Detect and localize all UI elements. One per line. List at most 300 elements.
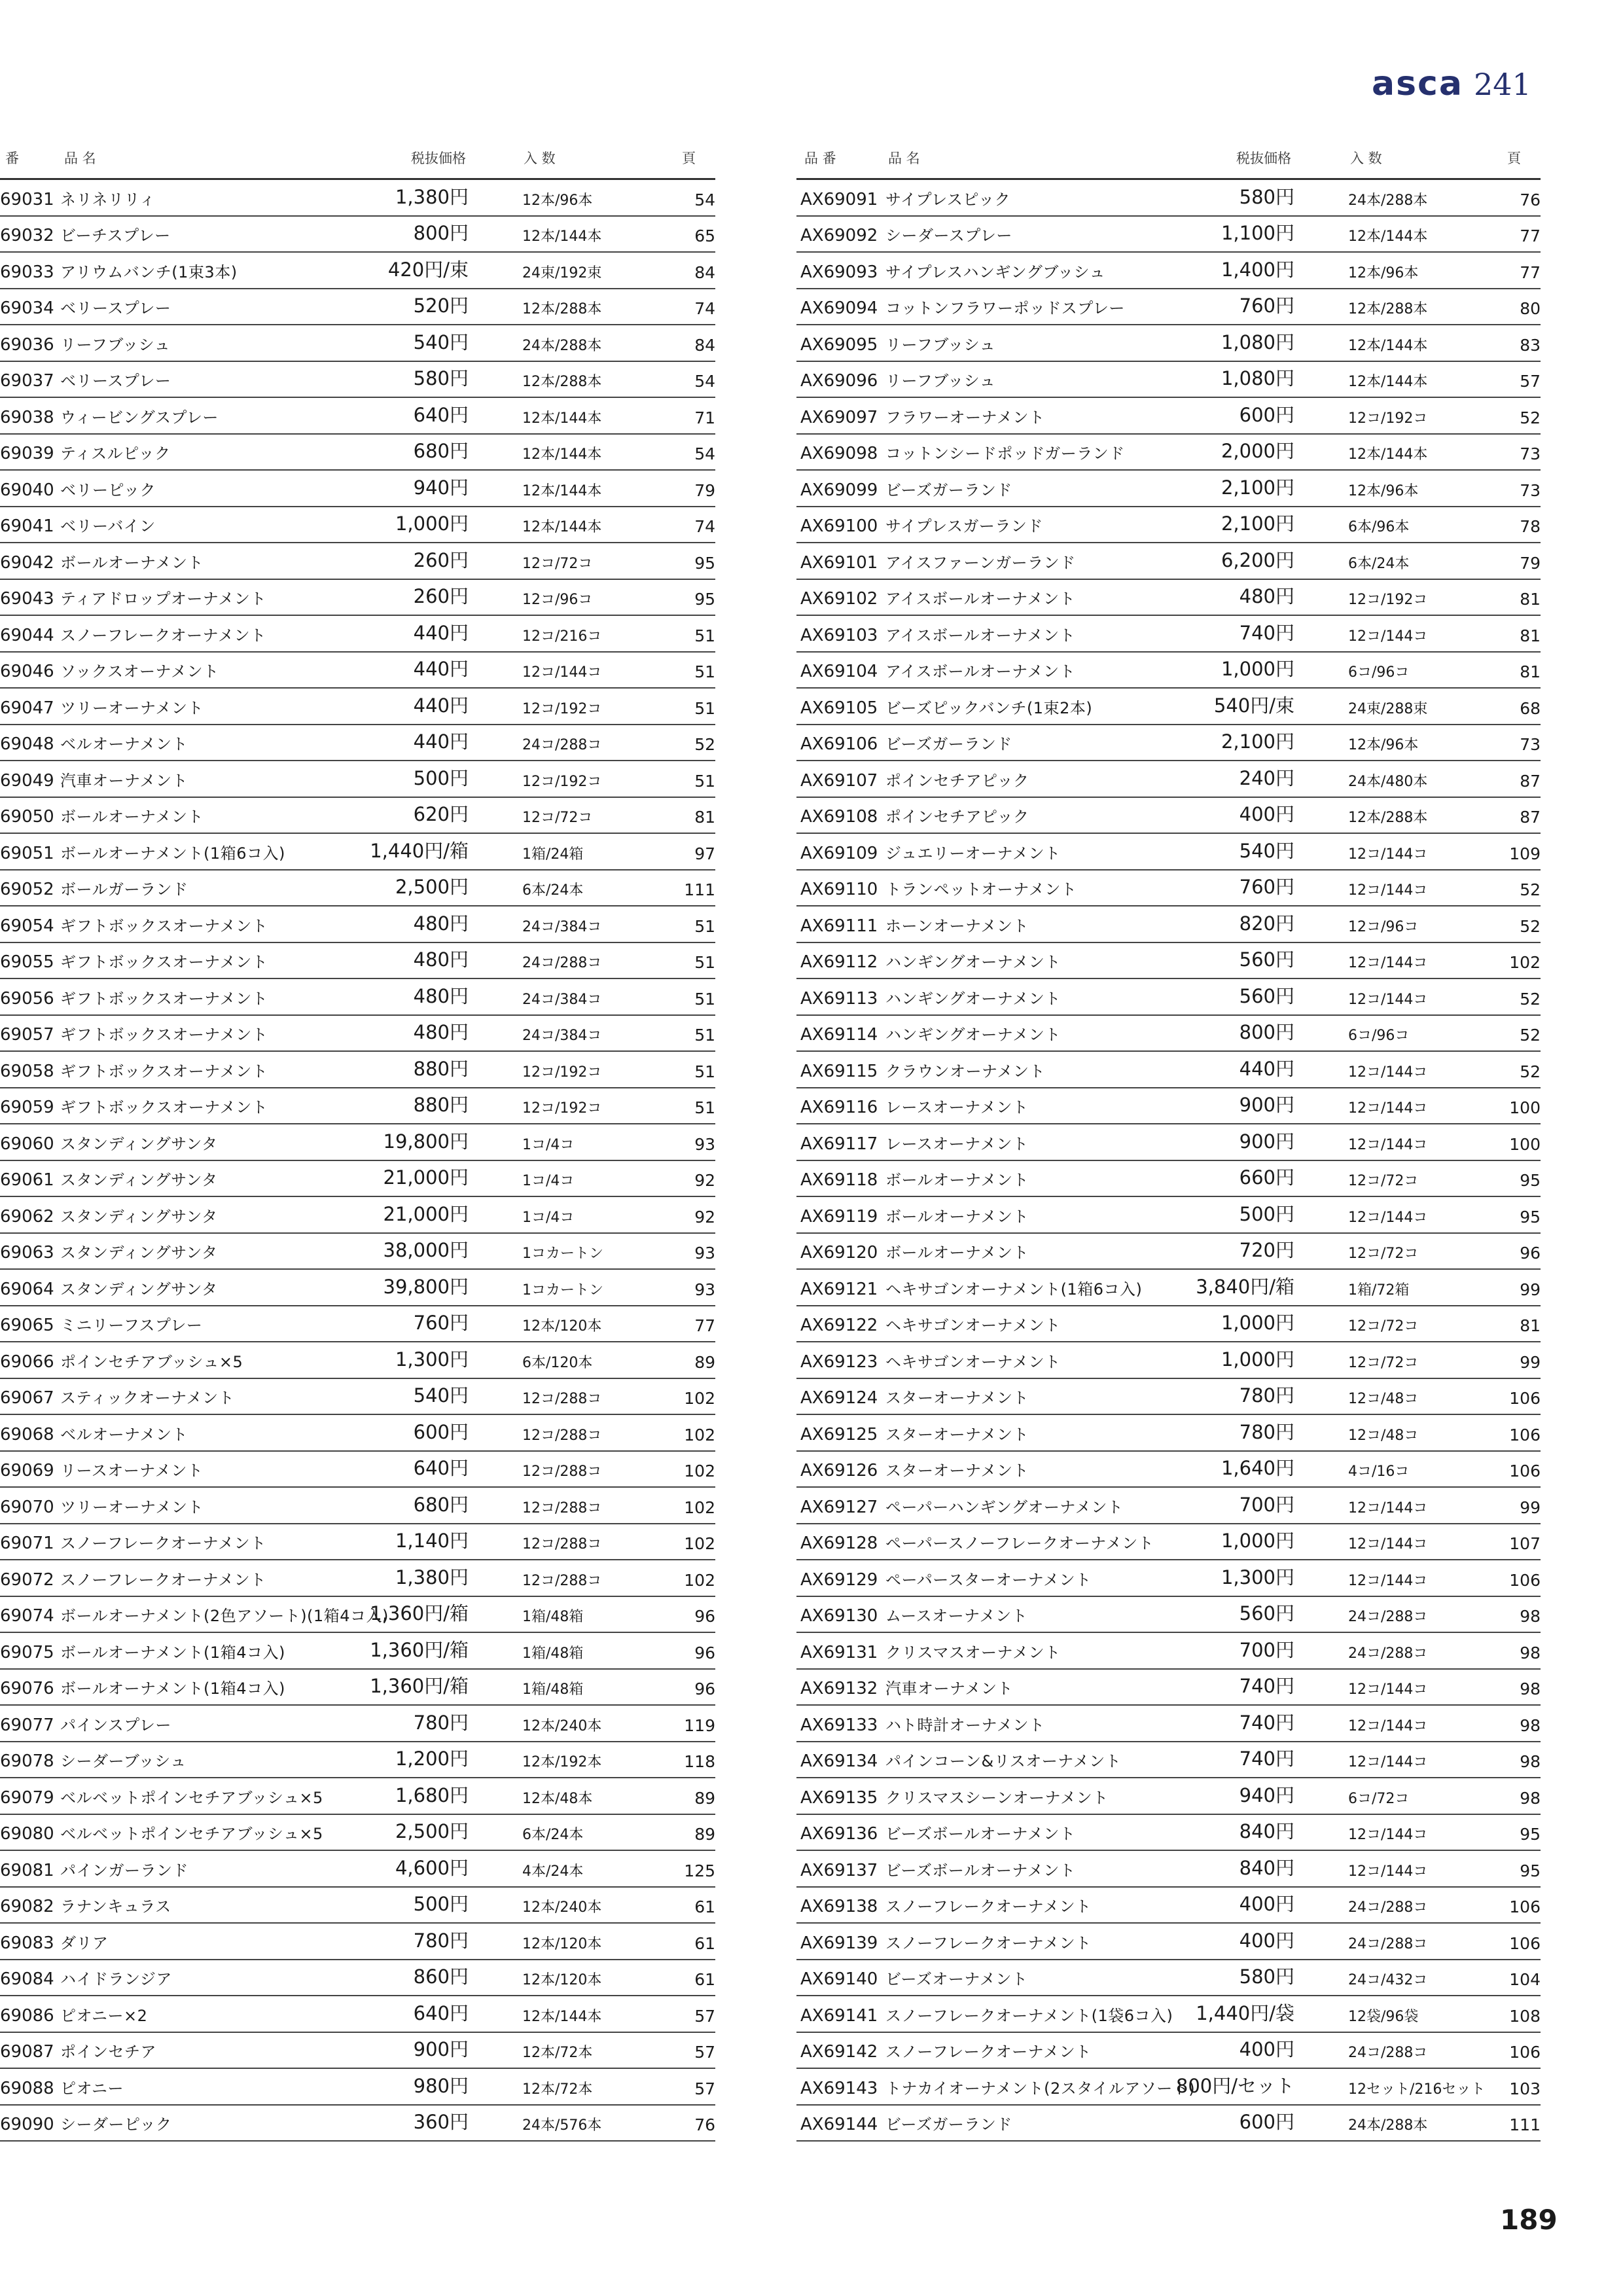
item-price: 1,000円 <box>1221 658 1294 680</box>
item-page: 80 <box>1520 299 1541 318</box>
item-name: スティックオーナメント <box>60 1389 235 1407</box>
item-name: スターオーナメント <box>885 1425 1029 1444</box>
item-code: AX69135 <box>800 1787 878 1808</box>
item-page: 74 <box>694 299 715 318</box>
table-row <box>0 507 715 544</box>
item-quantity: 12コ/144コ <box>1348 1572 1428 1589</box>
item-quantity: 1箱/48箱 <box>522 1681 584 1698</box>
item-name: ボールオーナメント <box>60 808 204 826</box>
item-page: 76 <box>694 2115 715 2134</box>
item-quantity: 6本/24本 <box>1348 555 1410 572</box>
item-code: AX69126 <box>800 1461 878 1480</box>
table-row <box>0 798 715 834</box>
item-code: AX69121 <box>800 1279 878 1299</box>
item-code: 69088 <box>0 2078 54 2098</box>
item-price: 1,080円 <box>1221 331 1294 353</box>
item-name: ギフトボックスオーナメント <box>60 1026 268 1044</box>
item-quantity: 12本/120本 <box>522 1972 602 1988</box>
table-row <box>0 1778 715 1815</box>
item-page: 61 <box>694 1897 715 1916</box>
item-code: 69042 <box>0 552 54 573</box>
item-quantity: 12本/144本 <box>522 519 602 535</box>
item-quantity: 12コ/144コ <box>1348 1499 1428 1516</box>
table-row <box>796 1052 1541 1088</box>
table-row <box>0 1197 715 1234</box>
item-quantity: 12コ/144コ <box>1348 628 1428 645</box>
item-quantity: 12コ/192コ <box>522 700 602 717</box>
item-page: 125 <box>684 1861 715 1880</box>
item-name: ジュエリーオーナメント <box>885 844 1061 863</box>
item-quantity: 12本/72本 <box>522 2045 593 2061</box>
item-page: 102 <box>1509 953 1541 972</box>
item-quantity: 12コ/288コ <box>522 1427 602 1444</box>
item-code: 69076 <box>0 1679 54 1698</box>
item-price: 740円 <box>1239 1748 1294 1770</box>
item-price: 420円/束 <box>387 258 469 281</box>
item-name: ペーパースターオーナメント <box>885 1570 1092 1589</box>
item-page: 92 <box>694 1207 715 1227</box>
item-quantity: 12コ/192コ <box>522 1064 602 1081</box>
price-table-right <box>796 137 1541 2142</box>
item-price: 560円 <box>1239 1602 1294 1624</box>
item-quantity: 12本/120本 <box>522 1935 602 1952</box>
table-row <box>796 1124 1541 1161</box>
item-page: 52 <box>1520 989 1541 1009</box>
item-page: 102 <box>684 1534 715 1553</box>
item-price: 760円 <box>1239 295 1294 317</box>
item-quantity: 12コ/144コ <box>522 664 602 681</box>
item-name: ポインセチアピック <box>885 771 1029 790</box>
item-page: 54 <box>694 444 715 463</box>
item-quantity: 6本/120本 <box>522 1354 593 1371</box>
table-row <box>796 543 1541 580</box>
item-page: 51 <box>694 698 715 718</box>
table-row <box>0 870 715 907</box>
item-page: 108 <box>1509 2006 1541 2026</box>
table-row <box>796 943 1541 980</box>
item-quantity: 24コ/432コ <box>1348 1972 1428 1988</box>
item-price: 480円 <box>1239 585 1294 607</box>
item-quantity: 24コ/288コ <box>1348 1609 1428 1625</box>
item-page: 77 <box>694 1316 715 1335</box>
table-row <box>0 834 715 870</box>
item-code: AX69127 <box>800 1497 878 1517</box>
item-name: スタンディングサンタ <box>60 1244 218 1262</box>
table-row <box>796 870 1541 907</box>
table-row <box>796 1742 1541 1779</box>
item-page: 106 <box>1509 1425 1541 1444</box>
item-price: 1,300円 <box>395 1348 469 1371</box>
item-code: AX69114 <box>800 1025 878 1045</box>
item-price: 1,680円 <box>395 1784 469 1806</box>
table-row <box>0 761 715 798</box>
item-page: 98 <box>1520 1679 1541 1698</box>
header-code: 番 <box>5 151 19 166</box>
item-name: ハンギングオーナメント <box>885 1026 1061 1044</box>
item-quantity: 6本/24本 <box>522 882 584 899</box>
item-price: 480円 <box>413 948 469 971</box>
item-name: ボールオーナメント <box>885 1207 1029 1226</box>
item-quantity: 12本/96本 <box>1348 482 1419 499</box>
item-code: 69059 <box>0 1098 54 1117</box>
item-page: 52 <box>1520 1062 1541 1081</box>
item-code: AX69092 <box>800 226 878 245</box>
item-name: クリスマスオーナメント <box>885 1643 1061 1662</box>
item-name: ティスルピック <box>60 444 171 463</box>
table-row <box>796 1778 1541 1815</box>
item-page: 87 <box>1520 808 1541 827</box>
item-price: 800円 <box>413 222 469 244</box>
table-row <box>796 1560 1541 1597</box>
item-code: 69048 <box>0 734 54 754</box>
item-code: AX69113 <box>800 988 878 1009</box>
item-name: ポインセチアピック <box>885 808 1029 826</box>
table-row <box>796 906 1541 943</box>
item-name: ボールオーナメント(2色アソート)(1箱4コ入) <box>60 1607 389 1625</box>
item-quantity: 1箱/72箱 <box>1348 1282 1410 1299</box>
item-name: ビーズボールオーナメント <box>885 1861 1076 1880</box>
item-page: 81 <box>1520 626 1541 645</box>
item-page: 84 <box>694 262 715 282</box>
table-row <box>0 616 715 653</box>
item-code: AX69136 <box>800 1824 878 1844</box>
table-row <box>0 653 715 689</box>
item-page: 51 <box>694 771 715 791</box>
item-quantity: 12コ/288コ <box>522 1499 602 1516</box>
item-price: 820円 <box>1239 912 1294 935</box>
item-price: 660円 <box>1239 1166 1294 1189</box>
item-page: 87 <box>1520 771 1541 791</box>
item-code: 69086 <box>0 2005 54 2026</box>
item-code: AX69122 <box>800 1316 878 1335</box>
item-code: 69031 <box>0 189 54 209</box>
table-row <box>796 1415 1541 1452</box>
item-price: 1,360円/箱 <box>370 1638 469 1661</box>
item-name: リーフブッシュ <box>885 335 996 354</box>
item-code: 69064 <box>0 1279 54 1299</box>
item-price: 1,000円 <box>1221 1348 1294 1371</box>
item-page: 89 <box>694 1352 715 1372</box>
item-name: サイプレスピック <box>885 190 1010 209</box>
item-price: 19,800円 <box>383 1130 469 1153</box>
table-row <box>796 616 1541 653</box>
item-name: フラワーオーナメント <box>885 408 1045 427</box>
item-code: AX69130 <box>800 1606 878 1626</box>
item-name: リースオーナメント <box>60 1462 204 1480</box>
item-page: 57 <box>694 2079 715 2098</box>
item-name: レースオーナメント <box>885 1098 1029 1117</box>
table-body <box>0 180 715 2142</box>
header-code: 品 番 <box>804 151 836 166</box>
item-name: ペーパースノーフレークオーナメント <box>885 1534 1154 1552</box>
table-row <box>0 1016 715 1052</box>
item-code: AX69138 <box>800 1897 878 1916</box>
item-code: 69066 <box>0 1352 54 1372</box>
item-quantity: 1コ/4コ <box>522 1136 575 1153</box>
item-page: 74 <box>694 517 715 536</box>
item-code: AX69134 <box>800 1751 878 1771</box>
table-row <box>0 725 715 762</box>
item-quantity: 24コ/288コ <box>1348 2045 1428 2061</box>
item-page: 93 <box>694 1280 715 1299</box>
item-price: 2,100円 <box>1221 512 1294 535</box>
table-row <box>796 1597 1541 1634</box>
item-name: スタンディングサンタ <box>60 1171 218 1189</box>
table-row <box>0 689 715 725</box>
header-name: 品 名 <box>888 151 920 166</box>
item-page: 104 <box>1509 1970 1541 1989</box>
item-price: 400円 <box>1239 1929 1294 1952</box>
item-price: 560円 <box>1239 948 1294 971</box>
item-page: 95 <box>1520 1825 1541 1844</box>
item-code: 69078 <box>0 1751 54 1771</box>
item-quantity: 12コ/144コ <box>1348 1863 1428 1880</box>
item-name: サイプレスガーランド <box>885 517 1043 535</box>
item-price: 2,500円 <box>395 876 469 898</box>
item-price: 3,840円/箱 <box>1196 1275 1294 1298</box>
item-name: ギフトボックスオーナメント <box>60 1062 268 1081</box>
item-price: 360円 <box>413 2111 469 2133</box>
item-quantity: 12コ/72コ <box>1348 1173 1419 1189</box>
table-row <box>796 289 1541 326</box>
table-row <box>0 2069 715 2106</box>
item-quantity: 24本/288本 <box>522 337 602 354</box>
item-name: スタンディングサンタ <box>60 1207 218 1226</box>
item-name: スタンディングサンタ <box>60 1134 218 1153</box>
item-page: 81 <box>1520 590 1541 609</box>
item-name: 汽車オーナメント <box>885 1679 1014 1698</box>
table-row <box>0 471 715 507</box>
table-row <box>0 1488 715 1524</box>
item-page: 102 <box>684 1389 715 1408</box>
item-code: 69075 <box>0 1642 54 1662</box>
item-code: 69068 <box>0 1424 54 1444</box>
table-row <box>0 1124 715 1161</box>
item-page: 51 <box>694 662 715 681</box>
item-page: 65 <box>694 226 715 245</box>
table-row <box>796 1088 1541 1125</box>
item-quantity: 12コ/144コ <box>1348 882 1428 899</box>
item-quantity: 1箱/48箱 <box>522 1645 584 1662</box>
item-code: 69083 <box>0 1933 54 1953</box>
item-name: アリウムバンチ(1束3本) <box>60 262 238 281</box>
item-code: 69038 <box>0 407 54 427</box>
item-price: 500円 <box>1239 1202 1294 1225</box>
table-row <box>796 362 1541 399</box>
item-name: アイスボールオーナメント <box>885 626 1076 645</box>
item-page: 52 <box>1520 880 1541 899</box>
item-code: 69040 <box>0 480 54 500</box>
item-code: 69052 <box>0 880 54 899</box>
item-price: 440円 <box>413 658 469 680</box>
item-name: シーダースプレー <box>885 226 1012 245</box>
item-code: AX69093 <box>800 262 878 282</box>
table-row <box>796 1452 1541 1488</box>
item-price: 1,440円/袋 <box>1196 2001 1294 2024</box>
item-page: 100 <box>1509 1134 1541 1154</box>
item-quantity: 12コ/144コ <box>1348 1064 1428 1081</box>
table-row <box>796 2033 1541 2070</box>
table-row <box>0 1088 715 1125</box>
item-code: 69065 <box>0 1316 54 1335</box>
table-row <box>796 180 1541 217</box>
item-price: 1,200円 <box>395 1748 469 1770</box>
item-name: ダリア <box>60 1933 109 1952</box>
item-page: 92 <box>694 1171 715 1190</box>
item-code: AX69098 <box>800 444 878 463</box>
item-page: 73 <box>1520 480 1541 500</box>
item-price: 500円 <box>413 1893 469 1915</box>
header-qty: 入 数 <box>524 151 556 166</box>
item-quantity: 12コ/144コ <box>1348 1681 1428 1698</box>
item-quantity: 6コ/72コ <box>1348 1790 1410 1807</box>
item-price: 900円 <box>413 2038 469 2060</box>
item-code: AX69107 <box>800 770 878 791</box>
item-name: ポインセチアブッシュ×5 <box>60 1352 243 1371</box>
item-price: 560円 <box>1239 984 1294 1007</box>
item-page: 93 <box>694 1134 715 1154</box>
item-name: ベリースプレー <box>60 299 171 317</box>
item-page: 99 <box>1520 1352 1541 1372</box>
item-name: スターオーナメント <box>885 1389 1029 1407</box>
table-row <box>796 471 1541 507</box>
table-row <box>796 1524 1541 1561</box>
item-name: ソックスオーナメント <box>60 662 219 681</box>
table-row <box>796 253 1541 289</box>
item-price: 1,360円/箱 <box>370 1602 469 1624</box>
item-quantity: 12本/288本 <box>1348 301 1428 317</box>
item-quantity: 12本/96本 <box>1348 737 1419 753</box>
table-row <box>796 1270 1541 1306</box>
item-price: 520円 <box>413 295 469 317</box>
item-code: 69071 <box>0 1534 54 1553</box>
item-page: 51 <box>694 1026 715 1045</box>
item-page: 103 <box>1509 2079 1541 2098</box>
item-page: 68 <box>1520 698 1541 718</box>
item-quantity: 12コ/72コ <box>522 555 593 572</box>
item-price: 900円 <box>1239 1094 1294 1116</box>
item-price: 760円 <box>413 1312 469 1334</box>
item-price: 1,140円 <box>395 1530 469 1552</box>
item-quantity: 24コ/288コ <box>1348 1935 1428 1952</box>
item-name: ホーンオーナメント <box>885 916 1029 935</box>
item-quantity: 12本/144本 <box>1348 446 1428 463</box>
table-row <box>796 979 1541 1016</box>
item-page: 96 <box>694 1607 715 1626</box>
item-name: シーダーブッシュ <box>60 1752 187 1770</box>
item-price: 1,000円 <box>395 512 469 535</box>
item-code: AX69118 <box>800 1170 878 1190</box>
item-quantity: 24コ/384コ <box>522 918 602 935</box>
item-price: 1,380円 <box>395 1566 469 1588</box>
table-row <box>796 1234 1541 1270</box>
item-page: 107 <box>1509 1534 1541 1553</box>
item-code: 69062 <box>0 1206 54 1227</box>
item-price: 580円 <box>413 367 469 389</box>
item-price: 38,000円 <box>383 1239 469 1261</box>
item-quantity: 12コ/96コ <box>522 592 593 608</box>
item-page: 77 <box>1520 226 1541 245</box>
item-page: 99 <box>1520 1498 1541 1517</box>
item-quantity: 12コ/144コ <box>1348 1536 1428 1552</box>
item-name: パインスプレー <box>60 1715 171 1734</box>
item-code: 69050 <box>0 807 54 827</box>
item-quantity: 12コ/144コ <box>1348 1209 1428 1226</box>
item-page: 96 <box>694 1643 715 1662</box>
item-code: 69056 <box>0 988 54 1009</box>
item-code: 69063 <box>0 1243 54 1263</box>
item-code: AX69116 <box>800 1098 878 1117</box>
item-quantity: 12本/288本 <box>522 374 602 390</box>
item-page: 78 <box>1520 517 1541 536</box>
item-name: スノーフレークオーナメント <box>60 1534 266 1552</box>
item-code: AX69129 <box>800 1570 878 1590</box>
item-name: ベリースプレー <box>60 372 171 390</box>
item-price: 880円 <box>413 1094 469 1116</box>
table-row <box>0 1415 715 1452</box>
table-row <box>0 1851 715 1888</box>
item-quantity: 12本/288本 <box>1348 810 1428 826</box>
item-code: AX69142 <box>800 2042 878 2062</box>
table-row <box>0 435 715 471</box>
item-price: 980円 <box>413 2074 469 2097</box>
item-name: ハイドランジア <box>60 1970 172 1988</box>
item-page: 106 <box>1509 1933 1541 1953</box>
item-page: 102 <box>684 1425 715 1444</box>
item-price: 600円 <box>1239 403 1294 426</box>
item-price: 1,360円/箱 <box>370 1675 469 1697</box>
table-row <box>796 325 1541 362</box>
item-code: AX69108 <box>800 807 878 827</box>
item-code: AX69133 <box>800 1715 878 1735</box>
item-quantity: 24コ/288コ <box>522 955 602 971</box>
item-quantity: 12コ/48コ <box>1348 1391 1419 1407</box>
table-row <box>796 2106 1541 2142</box>
item-price: 680円 <box>413 440 469 462</box>
item-page: 106 <box>1509 1389 1541 1408</box>
item-name: ベルベットポインセチアブッシュ×5 <box>60 1788 323 1807</box>
item-quantity: 12コ/192コ <box>1348 410 1428 427</box>
item-code: AX69123 <box>800 1352 878 1372</box>
item-quantity: 12コ/288コ <box>522 1391 602 1407</box>
item-price: 2,100円 <box>1221 730 1294 753</box>
item-code: 69080 <box>0 1824 54 1844</box>
item-quantity: 12本/144本 <box>522 228 602 245</box>
table-row <box>796 1888 1541 1924</box>
item-name: ヘキサゴンオーナメント(1箱6コ入) <box>885 1280 1143 1299</box>
item-quantity: 12本/120本 <box>522 1318 602 1335</box>
item-price: 480円 <box>413 912 469 935</box>
item-price: 400円 <box>1239 2038 1294 2060</box>
item-name: ビーズピックバンチ(1束2本) <box>885 698 1093 717</box>
item-name: アイスボールオーナメント <box>885 662 1076 681</box>
table-row <box>0 253 715 289</box>
item-quantity: 12コ/192コ <box>1348 592 1428 608</box>
item-quantity: 12本/144本 <box>1348 228 1428 245</box>
item-page: 95 <box>694 590 715 609</box>
item-name: パインガーランド <box>60 1861 188 1880</box>
item-name: ボールオーナメント <box>885 1244 1029 1262</box>
table-row <box>796 653 1541 689</box>
item-quantity: 12本/48本 <box>522 1790 593 1807</box>
item-name: ボールオーナメント(1箱4コ入) <box>60 1643 285 1662</box>
item-price: 600円 <box>413 1420 469 1443</box>
item-page: 54 <box>694 190 715 209</box>
item-code: AX69140 <box>800 1969 878 1989</box>
item-code: AX69096 <box>800 371 878 391</box>
item-name: トナカイオーナメント(2スタイルアソート) <box>885 2079 1196 2098</box>
table-row <box>0 180 715 217</box>
